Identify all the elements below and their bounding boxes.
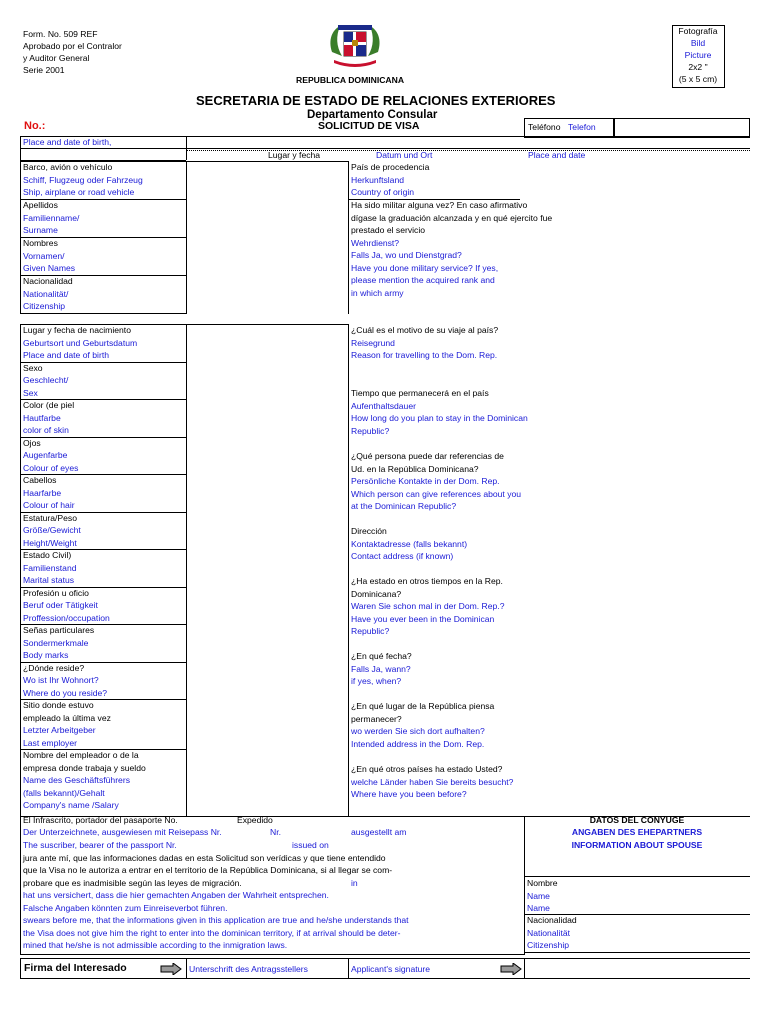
right-field-3-line-2: Contact address (if known) xyxy=(351,551,454,561)
coat-of-arms-icon xyxy=(326,22,384,68)
left-field-3-line-2: Colour of eyes xyxy=(23,462,79,473)
right-field-5-line-0: ¿En qué fecha? xyxy=(351,651,412,661)
surname-label xyxy=(23,199,79,237)
country-origin-es: País de procedencia xyxy=(351,162,430,172)
photo-en: Picture xyxy=(684,50,712,60)
right-field-4-line-3: Have you ever been in the Dominican xyxy=(351,613,495,624)
surname-de: Familienname/ xyxy=(23,212,80,223)
left-field-4-line-0: Cabellos xyxy=(23,475,57,485)
spouse-name-es: Nombre xyxy=(527,878,558,888)
given-names-de: Vornamen/ xyxy=(23,250,65,261)
left-field-0 xyxy=(23,324,137,362)
left-field-2 xyxy=(23,399,74,437)
decl-issued-es: Expedido xyxy=(237,815,273,825)
left-field-7-line-1: Beruf oder Tätigkeit xyxy=(23,600,98,610)
place-date-en: Place and date xyxy=(528,150,586,160)
right-field-0-line-0: ¿Cuál es el motivo de su viaje al país? xyxy=(351,325,499,335)
right-field-7-line-2: Where have you been before? xyxy=(351,789,467,799)
left-field-1 xyxy=(23,362,68,400)
left-field-4-line-2: Colour of hair xyxy=(23,500,75,510)
signature-label-en: Applicant's signature xyxy=(351,964,431,974)
approved-by-line-1: Aprobado por el Contralor xyxy=(23,41,122,51)
right-field-0-line-2: Reason for travelling to the Dom. Rep. xyxy=(351,350,498,360)
given-names-en: Given Names xyxy=(23,263,76,273)
right-field-4 xyxy=(351,575,504,638)
military-en-3: in which army xyxy=(351,287,404,298)
citizenship-de: Nationalität/ xyxy=(23,288,69,299)
right-field-2-line-1: Ud. en la República Dominicana? xyxy=(351,463,479,474)
vehicle-de: Schiff, Flugzeug oder Fahrzeug xyxy=(23,174,143,185)
country-origin-en: Country of origin xyxy=(351,187,415,197)
phone-label: Teléfono xyxy=(528,122,561,132)
left-field-7-line-2: Proffession/occupation xyxy=(23,612,110,623)
left-field-1-line-0: Sexo xyxy=(23,362,43,373)
spouse-citizenship-es: Nacionalidad xyxy=(527,915,577,925)
right-field-6-line-3: Intended address in the Dom. Rep. xyxy=(351,738,485,749)
phone-field[interactable] xyxy=(613,118,750,138)
left-field-9-line-1: Wo ist Ihr Wohnort? xyxy=(23,675,99,685)
military-en-1: Have you done military service? If yes, xyxy=(351,262,499,273)
decl-issued-en: issued on xyxy=(292,840,329,850)
spouse-citizenship-en: Citizenship xyxy=(527,940,570,950)
left-field-10-line-2: Letzter Arbeitgeber xyxy=(23,725,96,735)
left-field-8 xyxy=(23,624,94,662)
surname-en: Surname xyxy=(23,225,58,235)
left-field-2-line-2: color of skin xyxy=(23,425,69,435)
right-field-7 xyxy=(351,763,513,801)
surname-es: Apellidos xyxy=(23,200,58,210)
spouse-name-label xyxy=(527,877,558,915)
country-origin-label xyxy=(351,161,429,199)
military-de-1: Wehrdienst? xyxy=(351,237,400,248)
spouse-name-en: Name xyxy=(527,903,550,913)
left-field-5 xyxy=(23,512,81,550)
citizenship-es: Nacionalidad xyxy=(23,276,73,286)
military-de-2: Falls Ja, wo und Dienstgrad? xyxy=(351,250,462,260)
series: Serie 2001 xyxy=(23,65,65,75)
right-field-7-line-0: ¿En qué otros países ha estado Usted? xyxy=(351,764,503,774)
right-field-2-line-0: ¿Qué persona puede dar referencias de xyxy=(351,451,504,461)
right-field-2-line-4: at the Dominican Republic? xyxy=(351,501,457,511)
given-names-label xyxy=(23,237,75,275)
photo-size-in: 2x2 " xyxy=(688,62,708,72)
phone-label-de: Telefon xyxy=(568,122,596,132)
left-field-11 xyxy=(23,749,146,812)
right-field-3 xyxy=(351,525,467,563)
republic-heading: REPUBLICA DOMINICANA xyxy=(296,75,405,85)
decl-es-1: jura ante mí, que las informaciones dadas en esta Solicitud son verídicas y que tiene entendido xyxy=(23,853,386,863)
left-field-6-line-1: Familienstand xyxy=(23,562,77,573)
spouse-citizenship-label xyxy=(527,914,577,952)
decl-in: in xyxy=(351,878,358,888)
military-service-label xyxy=(351,199,552,299)
right-field-4-line-0: ¿Ha estado en otros tiempos en la Rep. xyxy=(351,576,503,586)
left-field-6-line-0: Estado Civil) xyxy=(23,550,72,560)
right-field-6 xyxy=(351,700,494,750)
left-field-9-line-0: ¿Dónde reside? xyxy=(23,662,85,673)
decl-en-2: the Visa does not give him the right to enter into the dominican territory, if at arrival should be deter- xyxy=(23,928,401,938)
left-field-9-line-2: Where do you reside? xyxy=(23,687,108,698)
left-field-11-line-2: Name des Geschäftsführers xyxy=(23,775,130,785)
right-field-2-line-2: Persönliche Kontakte in der Dom. Rep. xyxy=(351,476,500,486)
right-field-0 xyxy=(351,324,498,362)
right-field-7-line-1: welche Länder haben Sie bereits besucht? xyxy=(351,776,514,787)
vehicle-en: Ship, airplane or road vehicle xyxy=(23,187,135,197)
left-field-11-line-3: (falls bekannt)/Gehalt xyxy=(23,787,105,798)
decl-es-2: que la Visa no le autoriza a entrar en el territorio de la República Dominicana, si al llegar se com- xyxy=(23,865,393,875)
approved-by-line-2: y Auditor General xyxy=(23,53,90,63)
country-origin-de: Herkunftsland xyxy=(351,174,405,185)
signature-label-es: Firma del Interesado xyxy=(24,962,127,974)
left-field-2-line-0: Color (de piel xyxy=(23,400,75,410)
right-field-5 xyxy=(351,650,412,688)
left-field-8-line-0: Señas particulares xyxy=(23,625,95,635)
decl-passport-de: Der Unterzeichnete, ausgewiesen mit Reisepass Nr. xyxy=(23,827,222,837)
military-es-2: dígase la graduación alcanzada y en qué ejercito fue xyxy=(351,212,553,223)
decl-nr: Nr. xyxy=(270,827,281,837)
right-field-4-line-1: Dominicana? xyxy=(351,588,402,599)
photo-label xyxy=(672,25,724,85)
form-title: SOLICITUD DE VISA xyxy=(318,120,420,132)
right-field-3-line-1: Kontaktadresse (falls bekannt) xyxy=(351,538,468,549)
left-field-7 xyxy=(23,587,110,625)
photo-es: Fotografía xyxy=(678,26,718,36)
left-field-8-line-2: Body marks xyxy=(23,650,69,660)
right-field-1-line-0: Tiempo que permanecerá en el país xyxy=(351,388,489,398)
left-field-2-line-1: Hautfarbe xyxy=(23,412,61,423)
right-field-3-line-0: Dirección xyxy=(351,526,387,536)
spouse-citizenship-de: Nationalität xyxy=(527,927,570,938)
right-field-4-line-4: Republic? xyxy=(351,626,390,636)
left-field-1-line-2: Sex xyxy=(23,387,38,398)
form-number: Form. No. 509 REF xyxy=(23,29,98,39)
decl-issued-de: ausgestellt am xyxy=(351,827,407,837)
department-heading: Departamento Consular xyxy=(307,109,438,121)
photo-size-cm: (5 x 5 cm) xyxy=(678,74,718,84)
decl-en-3: mined that he/she is not admissible according to the inmigration laws. xyxy=(23,940,288,950)
place-date-birth-top: Place and date of birth, xyxy=(23,137,112,147)
decl-passport-en: The suscriber, bearer of the passport Nr. xyxy=(23,840,177,850)
right-field-6-line-0: ¿En qué lugar de la República piensa xyxy=(351,701,495,711)
secretariat-heading: SECRETARIA DE ESTADO DE RELACIONES EXTERIORES xyxy=(196,93,556,108)
spouse-title-de: ANGABEN DES EHEPARTNERS xyxy=(571,827,703,837)
left-field-0-line-0: Lugar y fecha de nacimiento xyxy=(23,325,131,335)
military-en-2: please mention the acquired rank and xyxy=(351,275,495,285)
left-field-11-line-4: Company's name /Salary xyxy=(23,800,119,810)
spouse-title-en: INFORMATION ABOUT SPOUSE xyxy=(571,840,703,850)
left-field-0-line-2: Place and date of birth xyxy=(23,350,109,360)
decl-es-3: probare que es inadmisible según las leyes de migración. xyxy=(23,878,242,888)
right-arrow-icon xyxy=(500,963,522,975)
place-date-de: Datum und Ort xyxy=(376,150,433,160)
right-field-4-line-2: Waren Sie schon mal in der Dom. Rep.? xyxy=(351,601,505,611)
citizenship-en: Citizenship xyxy=(23,301,66,311)
right-field-5-line-2: if yes, when? xyxy=(351,676,402,686)
left-field-10-line-3: Last employer xyxy=(23,737,77,748)
right-field-1 xyxy=(351,387,528,437)
left-field-4-line-1: Haarfarbe xyxy=(23,487,62,498)
citizenship-label xyxy=(23,275,73,313)
right-field-0-line-1: Reisegrund xyxy=(351,337,395,348)
right-field-1-line-1: Aufenthaltsdauer xyxy=(351,400,416,411)
left-field-8-line-1: Sondermerkmale xyxy=(23,637,89,648)
left-field-5-line-1: Größe/Gewicht xyxy=(23,525,81,535)
decl-de-1: hat uns versichert, dass die hier gemachten Angaben der Wahrheit entsprechen. xyxy=(23,890,329,900)
left-field-5-line-0: Estatura/Peso xyxy=(23,512,77,523)
vehicle-es: Barco, avión o vehículo xyxy=(23,162,113,172)
left-field-7-line-0: Profesión u oficio xyxy=(23,587,89,598)
right-field-6-line-1: permanecer? xyxy=(351,713,402,724)
left-field-10 xyxy=(23,699,111,749)
decl-de-2: Falsche Angaben könnten zum Einreiseverbot führen. xyxy=(23,903,228,913)
vehicle-label xyxy=(23,161,143,199)
left-field-10-line-0: Sitio donde estuvo xyxy=(23,700,94,710)
left-field-9 xyxy=(23,662,107,700)
military-es-1: Ha sido militar alguna vez? En caso afirmativo xyxy=(351,200,528,210)
number-label: No.: xyxy=(24,120,46,132)
given-names-es: Nombres xyxy=(23,238,58,248)
right-field-5-line-1: Falls Ja, wann? xyxy=(351,663,411,674)
signature-field[interactable] xyxy=(525,959,749,977)
left-field-6-line-2: Marital status xyxy=(23,575,75,585)
photo-de: Bild xyxy=(690,38,706,48)
spouse-name-de: Name xyxy=(527,890,550,901)
right-field-2 xyxy=(351,450,521,513)
left-field-11-line-0: Nombre del empleador o de la xyxy=(23,750,139,760)
left-field-5-line-2: Height/Weight xyxy=(23,537,77,548)
left-field-6 xyxy=(23,549,77,587)
left-field-0-line-1: Geburtsort und Geburtsdatum xyxy=(23,337,138,348)
right-field-1-line-2: How long do you plan to stay in the Dominican xyxy=(351,413,528,423)
left-field-3-line-1: Augenfarbe xyxy=(23,450,68,460)
left-field-4 xyxy=(23,474,75,512)
decl-passport-es: El Infrascrito, portador del pasaporte No. xyxy=(23,815,178,825)
right-field-2-line-3: Which person can give references about you xyxy=(351,488,522,499)
left-field-10-line-1: empleado la última vez xyxy=(23,712,111,723)
spouse-title-es: DATOS DEL CONYUGE xyxy=(589,815,685,825)
right-field-1-line-3: Republic? xyxy=(351,425,390,436)
place-date-es: Lugar y fecha xyxy=(268,150,321,160)
right-arrow-icon xyxy=(160,963,182,975)
left-field-1-line-1: Geschlecht/ xyxy=(23,375,69,385)
left-field-3 xyxy=(23,437,78,475)
left-field-3-line-0: Ojos xyxy=(23,437,41,448)
decl-en-1: swears before me, that the informations given in this application are true and he/she understands that xyxy=(23,915,409,925)
right-field-6-line-2: wo werden Sie sich dort aufhalten? xyxy=(351,726,485,736)
signature-label-de: Unterschrift des Antragsstellers xyxy=(189,964,308,974)
military-es-3: prestado el servicio xyxy=(351,225,426,235)
left-field-11-line-1: empresa donde trabaja y sueldo xyxy=(23,762,146,773)
